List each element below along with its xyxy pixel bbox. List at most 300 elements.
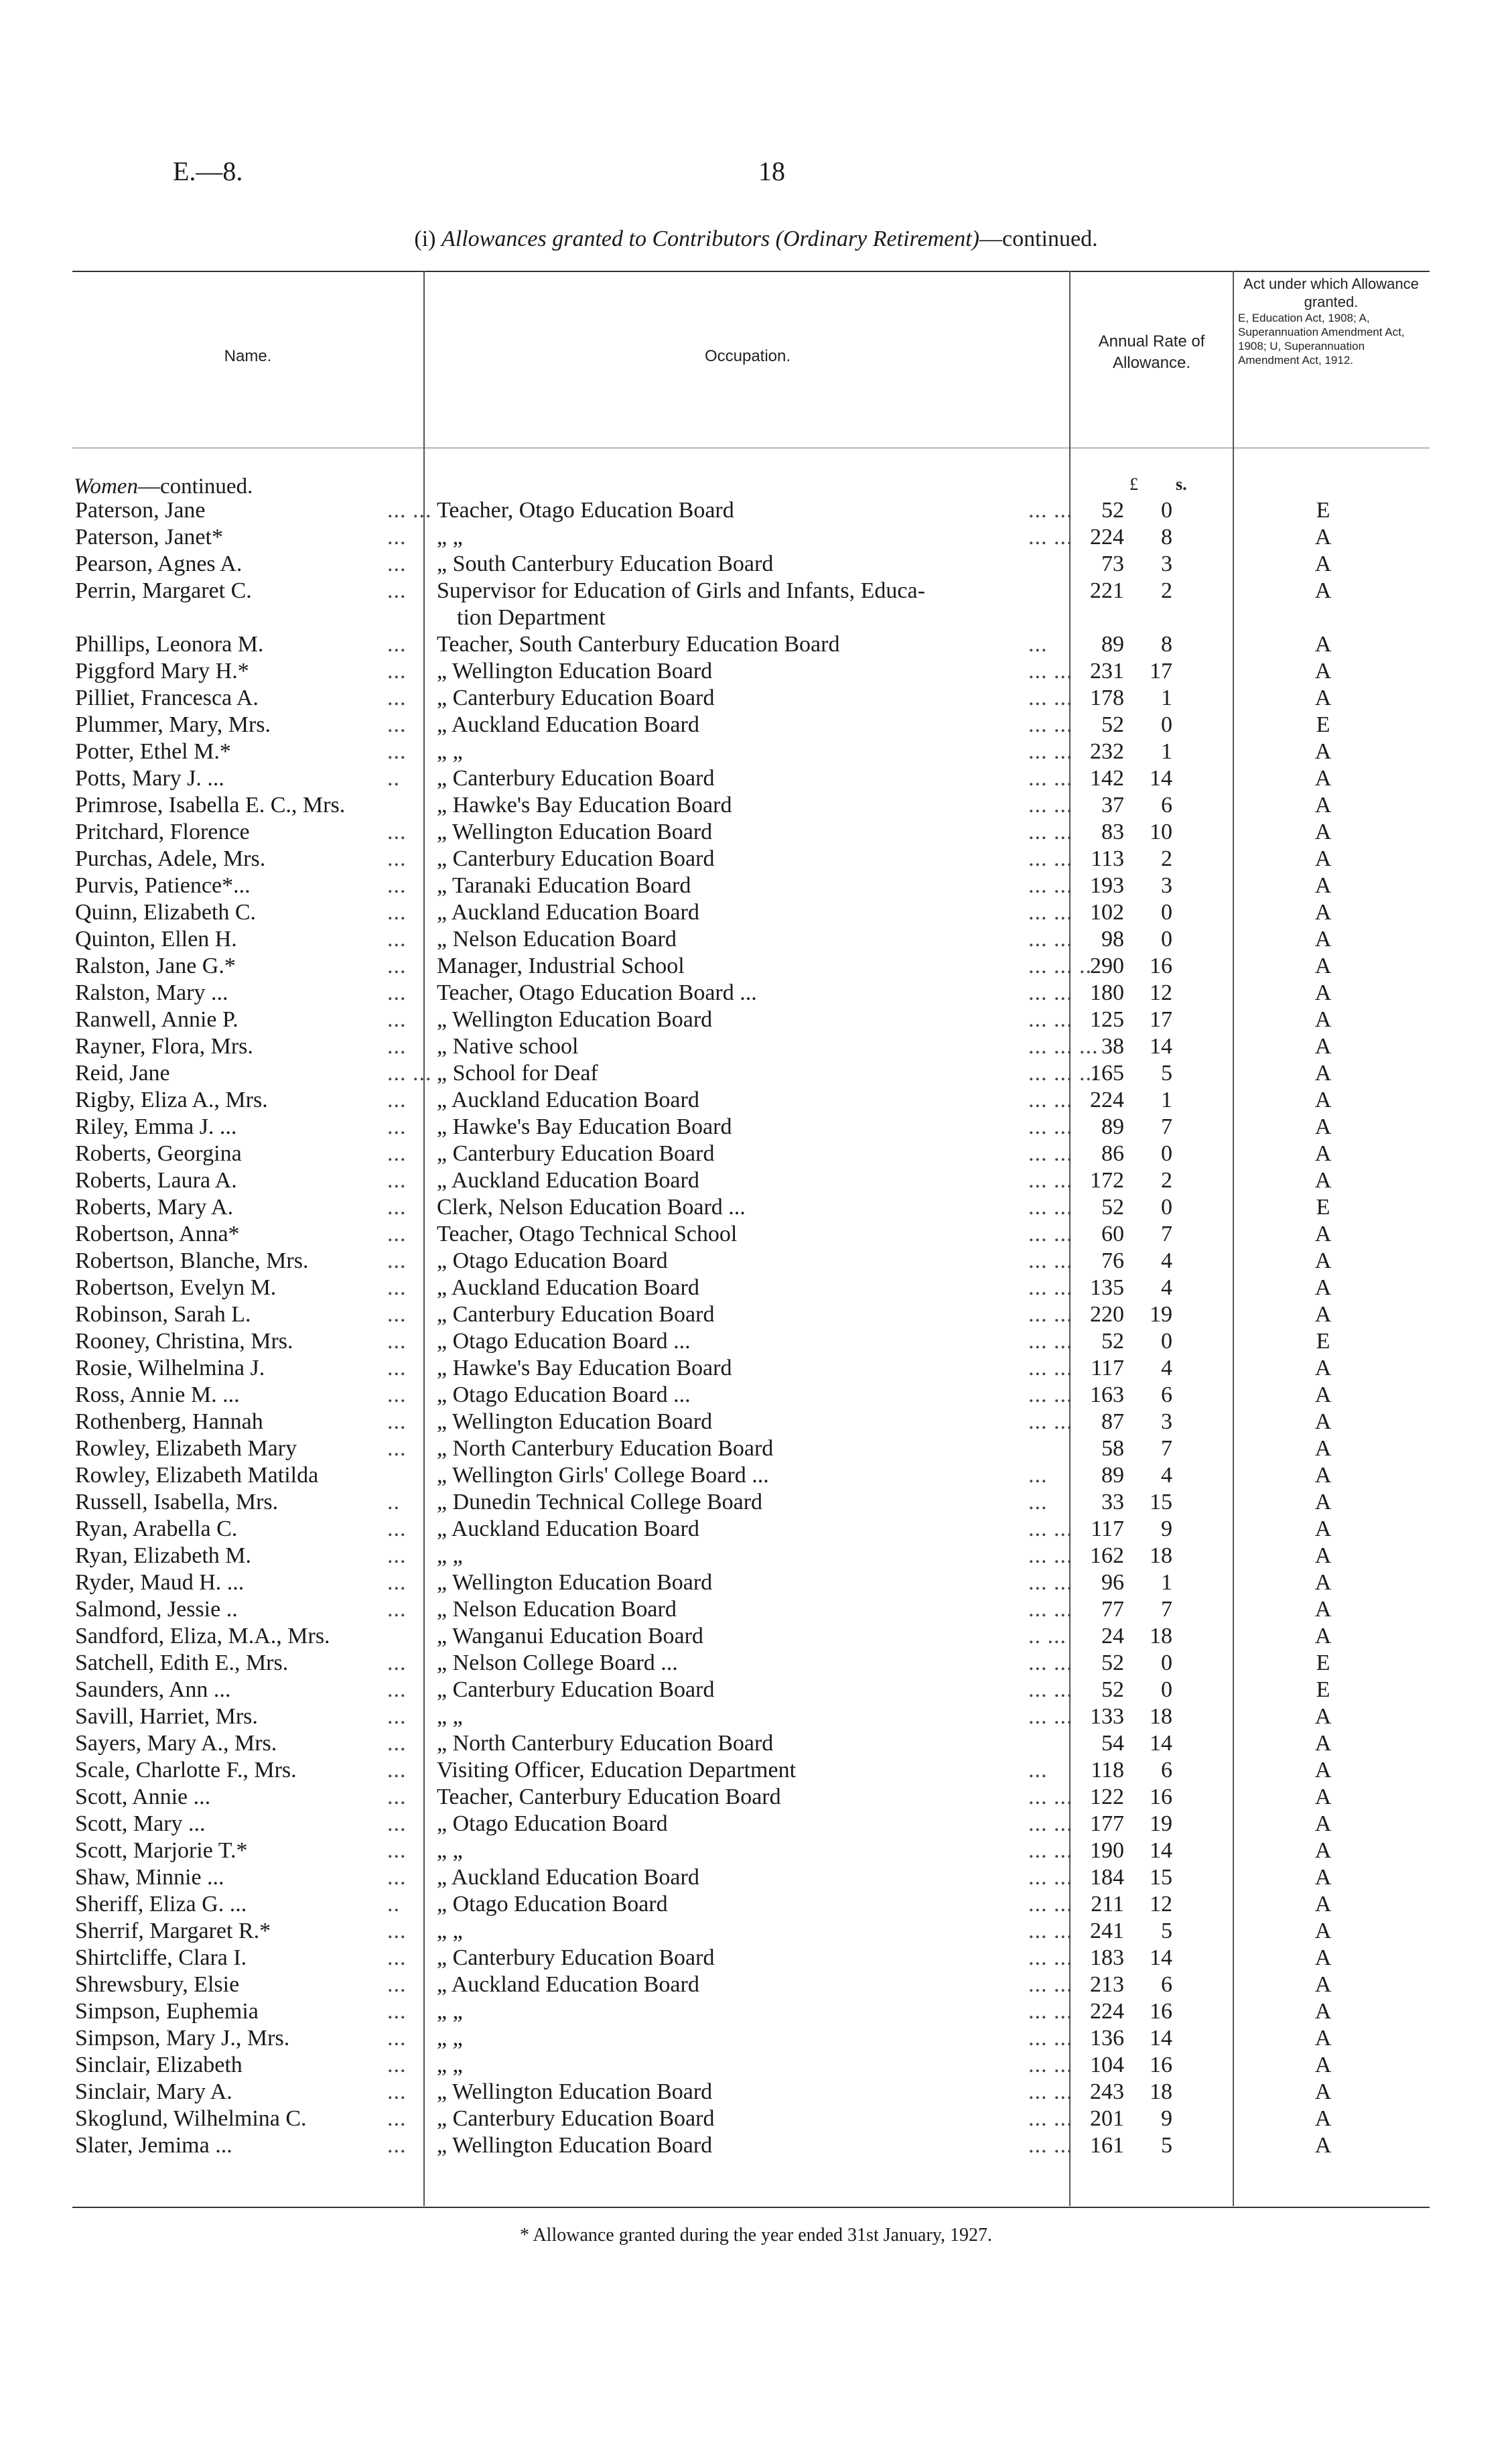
table-row [0,1998,1512,2025]
occupation: „ Hawke's Bay Education Board [437,1114,732,1139]
table-row [0,1328,1512,1355]
allowance-pounds: 77 [1101,1597,1124,1622]
allowance-shillings: 4 [1161,1275,1172,1300]
table-row [0,1435,1512,1462]
name-leader-dots: ... [387,980,407,1005]
act-code: A [1314,954,1332,978]
allowance-pounds: 180 [1090,980,1124,1005]
name-leader-dots: ... [387,1222,407,1246]
contributor-name: Rowley, Elizabeth Matilda [75,1463,319,1488]
name-leader-dots: .. [387,766,400,791]
contributor-name: Ross, Annie M. ... [75,1382,240,1407]
page-code: E.—8. [173,156,243,186]
occupation: „ „ [437,1999,463,2024]
page-number: 18 [758,156,785,186]
name-leader-dots: ... [387,578,407,603]
occupation-leader-dots: ... ... [1028,1409,1073,1434]
contributor-name: Robertson, Blanche, Mrs. [75,1248,309,1273]
occupation-leader-dots: ... ... [1028,1088,1073,1112]
occupation-leader-dots: ... [1028,1463,1048,1488]
occupation: „ Auckland Education Board [437,1168,699,1193]
contributor-name: Potts, Mary J. ... [75,766,224,791]
act-code: A [1314,1248,1332,1273]
occupation: „ Hawke's Bay Education Board [437,793,732,818]
allowance-pounds: 117 [1091,1516,1124,1541]
occupation: „ Canterbury Education Board [437,686,715,710]
allowance-pounds: 165 [1090,1061,1124,1086]
occupation-leader-dots: ... ... [1028,686,1073,710]
allowance-shillings: 1 [1161,686,1172,710]
name-leader-dots: ... ... [387,498,432,523]
allowance-pounds: 113 [1091,846,1124,871]
allowance-pounds: 122 [1090,1785,1124,1809]
table-row [0,1837,1512,1864]
name-leader-dots: .. [387,1490,400,1514]
allowance-shillings: 0 [1161,712,1172,737]
allowance-pounds: 89 [1101,632,1124,657]
table-row [0,926,1512,953]
allowance-shillings: 2 [1161,578,1172,603]
allowance-pounds: 73 [1101,552,1124,576]
table-row [0,765,1512,792]
act-code: A [1314,1972,1332,1997]
name-leader-dots: ... [387,1785,407,1809]
allowance-shillings: 1 [1161,1088,1172,1112]
contributor-name: Shrewsbury, Elsie [75,1972,240,1997]
caption-prefix: (i) [414,226,436,251]
allowance-shillings: 6 [1161,1382,1172,1407]
allowance-pounds: 184 [1090,1865,1124,1890]
occupation-leader-dots: ... ... [1028,1838,1073,1863]
table-row [0,1891,1512,1918]
table-row [0,1703,1512,1730]
contributor-name: Sandford, Eliza, M.A., Mrs. [75,1624,330,1648]
allowance-shillings: 9 [1161,2106,1172,2131]
occupation: „ „ [437,1838,463,1863]
act-code: A [1314,525,1332,549]
contributor-name: Slater, Jemima ... [75,2133,232,2158]
table-row [0,1060,1512,1087]
name-leader-dots: ... [387,1704,407,1729]
act-code: A [1314,820,1332,844]
allowance-pounds: 104 [1090,2053,1124,2077]
act-code: A [1314,1624,1332,1648]
contributor-name: Pilliet, Francesca A. [75,686,259,710]
act-code: A [1314,1516,1332,1541]
contributor-name: Robertson, Evelyn M. [75,1275,277,1300]
table-row [0,1087,1512,1114]
act-code: A [1314,1007,1332,1032]
occupation: „ Dunedin Technical College Board [437,1490,763,1514]
name-leader-dots: ... [387,632,407,657]
act-code: A [1314,2079,1332,2104]
allowance-pounds: 290 [1090,954,1124,978]
allowance-pounds: 178 [1090,686,1124,710]
contributor-name: Sheriff, Eliza G. ... [75,1892,247,1917]
occupation: „ „ [437,2026,463,2051]
table-row [0,1167,1512,1194]
name-leader-dots: ... [387,659,407,684]
occupation-leader-dots: ... ... [1028,1382,1073,1407]
allowance-shillings: 14 [1150,766,1172,791]
occupation: „ „ [437,1919,463,1943]
occupation: „ Wellington Education Board [437,1007,713,1032]
allowance-shillings: 2 [1161,846,1172,871]
allowance-shillings: 0 [1161,1650,1172,1675]
contributor-name: Primrose, Isabella E. C., Mrs. [75,793,346,818]
occupation-leader-dots: ... ... [1028,793,1073,818]
occupation-leader-dots: ... ... [1028,1007,1073,1032]
act-code: A [1314,900,1332,925]
act-code: A [1314,1543,1332,1568]
occupation-leader-dots: ... ... [1028,2026,1073,2051]
occupation-leader-dots: ... ... [1028,873,1073,898]
allowance-shillings: 8 [1161,632,1172,657]
allowance-pounds: 125 [1090,1007,1124,1032]
act-code: A [1314,1811,1332,1836]
table-row [0,846,1512,872]
allowance-pounds: 54 [1101,1731,1124,1756]
occupation: „ Nelson Education Board [437,1597,677,1622]
contributor-name: Russell, Isabella, Mrs. [75,1490,279,1514]
allowance-shillings: 15 [1150,1490,1172,1514]
allowance-shillings: 7 [1161,1597,1172,1622]
table-row [0,1811,1512,1837]
occupation-leader-dots: ... ... [1028,1597,1073,1622]
contributor-name: Rothenberg, Hannah [75,1409,263,1434]
allowance-pounds: 142 [1090,766,1124,791]
contributor-name: Shirtcliffe, Clara I. [75,1945,247,1970]
allowance-pounds: 96 [1101,1570,1124,1595]
occupation-leader-dots: ... ... [1028,2106,1073,2131]
table-row [0,1596,1512,1623]
allowance-shillings: 3 [1161,1409,1172,1434]
table-row [0,1409,1512,1435]
name-leader-dots: ... [387,820,407,844]
table-row [0,685,1512,712]
table-row [0,819,1512,846]
allowance-shillings: 16 [1150,1999,1172,2024]
contributor-name: Robertson, Anna* [75,1222,240,1246]
act-code: A [1314,1919,1332,1943]
contributor-name: Purvis, Patience*... [75,873,251,898]
occupation: „ Auckland Education Board [437,1088,699,1112]
allowance-shillings: 4 [1161,1356,1172,1380]
allowance-pounds: 52 [1101,1195,1124,1220]
occupation: „ Wellington Education Board [437,1409,713,1434]
occupation: „ Wellington Education Board [437,2079,713,2104]
act-code: E [1316,712,1330,737]
allowance-pounds: 213 [1090,1972,1124,1997]
allowance-shillings: 6 [1161,1758,1172,1783]
occupation: Visiting Officer, Education Department [437,1758,797,1783]
occupation-leader-dots: ... ... [1028,1222,1073,1246]
occupation: „ Taranaki Education Board [437,873,691,898]
act-code: E [1316,1650,1330,1675]
occupation-leader-dots: ... ... [1028,1570,1073,1595]
name-leader-dots: ... [387,1650,407,1675]
allowance-pounds: 221 [1090,578,1124,603]
name-leader-dots: ... [387,1731,407,1756]
occupation-leader-dots: ... [1028,1758,1048,1783]
allowance-pounds: 224 [1090,1088,1124,1112]
act-code: A [1314,2053,1332,2077]
occupation: Teacher, Otago Education Board ... [437,980,757,1005]
name-leader-dots: ... [387,1195,407,1220]
caption-title: Allowances granted to Contributors (Ordinary Retirement) [441,226,980,251]
allowance-shillings: 7 [1161,1436,1172,1461]
occupation: „ Auckland Education Board [437,1516,699,1541]
occupation: „ „ [437,2053,463,2077]
contributor-name: Robinson, Sarah L. [75,1302,251,1327]
allowance-pounds: 201 [1090,2106,1124,2131]
allowance-shillings: 5 [1161,1919,1172,1943]
name-leader-dots: ... [387,1382,407,1407]
act-code: A [1314,552,1332,576]
occupation-leader-dots: ... ... [1028,739,1073,764]
allowance-pounds: 241 [1090,1919,1124,1943]
name-leader-dots: ... [387,2026,407,2051]
name-leader-dots: ... [387,1570,407,1595]
contributor-name: Simpson, Euphemia [75,1999,259,2024]
allowance-shillings: 18 [1150,2079,1172,2104]
occupation-leader-dots: ... ... [1028,1114,1073,1139]
allowance-shillings: 16 [1150,2053,1172,2077]
allowance-shillings: 16 [1150,954,1172,978]
allowance-shillings: 17 [1150,659,1172,684]
act-code: A [1314,1409,1332,1434]
allowance-shillings: 15 [1150,1865,1172,1890]
name-leader-dots: ... ... [387,1061,432,1086]
table-row [0,1275,1512,1301]
contributor-name: Phillips, Leonora M. [75,632,264,657]
allowance-shillings: 14 [1150,2026,1172,2051]
allowance-shillings: 0 [1161,1141,1172,1166]
act-code: A [1314,793,1332,818]
contributor-name: Purchas, Adele, Mrs. [75,846,266,871]
name-leader-dots: ... [387,2133,407,2158]
allowance-shillings: 0 [1161,498,1172,523]
occupation: „ Otago Education Board ... [437,1329,691,1354]
allowance-table-body [0,497,1512,2159]
allowance-pounds: 89 [1101,1463,1124,1488]
table-row [0,1033,1512,1060]
unit-shillings: s. [1176,474,1187,494]
allowance-pounds: 58 [1101,1436,1124,1461]
contributor-name: Rooney, Christina, Mrs. [75,1329,293,1354]
occupation: „ Wellington Girls' College Board ... [437,1463,769,1488]
allowance-shillings: 1 [1161,1570,1172,1595]
contributor-name: Rosie, Wilhelmina J. [75,1356,265,1380]
allowance-shillings: 4 [1161,1463,1172,1488]
allowance-pounds: 118 [1091,1758,1124,1783]
contributor-name: Ranwell, Annie P. [75,1007,238,1032]
contributor-name: Quinn, Elizabeth C. [75,900,257,925]
name-leader-dots: ... [387,1329,407,1354]
act-code: A [1314,1570,1332,1595]
contributor-name: Scott, Mary ... [75,1811,206,1836]
contributor-name: Potter, Ethel M.* [75,739,231,764]
occupation: Supervisor for Education of Girls and Infants, Educa- [437,578,925,603]
allowance-pounds: 161 [1090,2133,1124,2158]
occupation-leader-dots: ... ... [1028,1811,1073,1836]
allowance-pounds: 117 [1091,1356,1124,1380]
contributor-name: Riley, Emma J. ... [75,1114,237,1139]
occupation-leader-dots: ... ... [1028,1195,1073,1220]
occupation-leader-dots: ... ... [1028,1785,1073,1809]
name-leader-dots: ... [387,900,407,925]
occupation: „ „ [437,1704,463,1729]
occupation: „ Canterbury Education Board [437,1141,715,1166]
act-code: A [1314,1141,1332,1166]
table-row [0,1516,1512,1543]
allowance-pounds: 211 [1091,1892,1124,1917]
name-leader-dots: ... [387,1275,407,1300]
table-row [0,631,1512,658]
table-row [0,1114,1512,1141]
occupation-leader-dots: ... ... ... [1028,1034,1099,1059]
act-code: A [1314,1275,1332,1300]
contributor-name: Ryan, Arabella C. [75,1516,238,1541]
act-code: A [1314,1382,1332,1407]
table-row [0,1945,1512,1971]
act-code: A [1314,1302,1332,1327]
allowance-shillings: 7 [1161,1222,1172,1246]
occupation-leader-dots: ... ... [1028,1356,1073,1380]
occupation-leader-dots: ... ... [1028,1677,1073,1702]
act-code: A [1314,2026,1332,2051]
occupation-leader-dots: ... ... [1028,1999,1073,2024]
table-row [0,1784,1512,1811]
table-caption [0,226,1512,252]
table-row [0,1007,1512,1033]
name-leader-dots: ... [387,525,407,549]
act-code: A [1314,927,1332,952]
occupation: „ Auckland Education Board [437,1972,699,1997]
allowance-shillings: 6 [1161,793,1172,818]
occupation: „ North Canterbury Education Board [437,1731,774,1756]
table-row [0,551,1512,578]
occupation: „ Native school [437,1034,579,1059]
allowance-shillings: 12 [1150,980,1172,1005]
allowance-shillings: 7 [1161,1114,1172,1139]
name-leader-dots: ... [387,1141,407,1166]
contributor-name: Scott, Marjorie T.* [75,1838,248,1863]
allowance-shillings: 9 [1161,1516,1172,1541]
occupation-leader-dots: ... ... [1028,766,1073,791]
act-code: A [1314,1865,1332,1890]
act-code: A [1314,1436,1332,1461]
name-leader-dots: ... [387,873,407,898]
allowance-shillings: 18 [1150,1704,1172,1729]
contributor-name: Pritchard, Florence [75,820,250,844]
name-leader-dots: ... [387,2079,407,2104]
allowance-pounds: 232 [1090,739,1124,764]
table-row [0,1221,1512,1248]
occupation-leader-dots: ... ... [1028,1275,1073,1300]
table-row [0,1650,1512,1677]
column-header-act-legend: E, Education Act, 1908; A, Superannuation Amendment Act, 1908; U, Superannuation Amendment Act, 1912. [1238,312,1405,367]
act-code: A [1314,1731,1332,1756]
allowance-shillings: 3 [1161,873,1172,898]
caption-suffix: —continued. [979,226,1098,251]
occupation-leader-dots: ... ... [1028,498,1073,523]
name-leader-dots: .. [387,1892,400,1917]
table-row [0,712,1512,738]
allowance-shillings: 14 [1150,1034,1172,1059]
occupation: Manager, Industrial School [437,954,685,978]
allowance-shillings: 17 [1150,1007,1172,1032]
table-row [0,497,1512,524]
allowance-pounds: 136 [1090,2026,1124,2051]
occupation-leader-dots: ... ... [1028,1972,1073,1997]
name-leader-dots: ... [387,2106,407,2131]
contributor-name: Saunders, Ann ... [75,1677,231,1702]
allowance-pounds: 38 [1101,1034,1124,1059]
allowance-pounds: 52 [1101,498,1124,523]
column-header-act-title: Act under which Allowance granted. [1243,275,1419,310]
occupation-leader-dots: ... ... [1028,1892,1073,1917]
allowance-pounds: 193 [1090,873,1124,898]
occupation: „ Auckland Education Board [437,900,699,925]
contributor-name: Piggford Mary H.* [75,659,249,684]
allowance-pounds: 86 [1101,1141,1124,1166]
act-code: A [1314,846,1332,871]
act-code: A [1314,1597,1332,1622]
name-leader-dots: ... [387,1356,407,1380]
allowance-shillings: 14 [1150,1945,1172,1970]
act-code: A [1314,1704,1332,1729]
allowance-pounds: 24 [1101,1624,1124,1648]
occupation: „ Canterbury Education Board [437,1945,715,1970]
occupation: „ „ [437,1543,463,1568]
occupation: Teacher, Otago Technical School [437,1222,738,1246]
occupation-leader-dots: ... ... [1028,1650,1073,1675]
allowance-shillings: 8 [1161,525,1172,549]
occupation-leader-dots: ... ... [1028,659,1073,684]
occupation: Teacher, Otago Education Board [437,498,734,523]
occupation: „ Nelson College Board ... [437,1650,678,1675]
act-code: A [1314,1490,1332,1514]
section-label [74,474,253,499]
occupation: „ Canterbury Education Board [437,766,715,791]
allowance-shillings: 16 [1150,1785,1172,1809]
occupation-leader-dots: .. ... [1028,1624,1067,1648]
table-row [0,1489,1512,1516]
contributor-name: Salmond, Jessie .. [75,1597,238,1622]
name-leader-dots: ... [387,1302,407,1327]
table-row [0,738,1512,765]
table-row [0,2105,1512,2132]
allowance-pounds: 220 [1090,1302,1124,1327]
table-row [0,1677,1512,1703]
occupation-leader-dots: ... ... [1028,820,1073,844]
occupation: „ Nelson Education Board [437,927,677,952]
contributor-name: Plummer, Mary, Mrs. [75,712,271,737]
occupation-leader-dots: ... ... [1028,1704,1073,1729]
contributor-name: Roberts, Mary A. [75,1195,234,1220]
occupation: „ Otago Education Board [437,1811,668,1836]
name-leader-dots: ... [387,1436,407,1461]
allowance-shillings: 19 [1150,1302,1172,1327]
table-row [0,1248,1512,1275]
table-row [0,1569,1512,1596]
occupation: „ Auckland Education Board [437,712,699,737]
contributor-name: Ralston, Mary ... [75,980,228,1005]
act-code: A [1314,1034,1332,1059]
occupation-leader-dots: ... ... [1028,1329,1073,1354]
table-row [0,1382,1512,1409]
